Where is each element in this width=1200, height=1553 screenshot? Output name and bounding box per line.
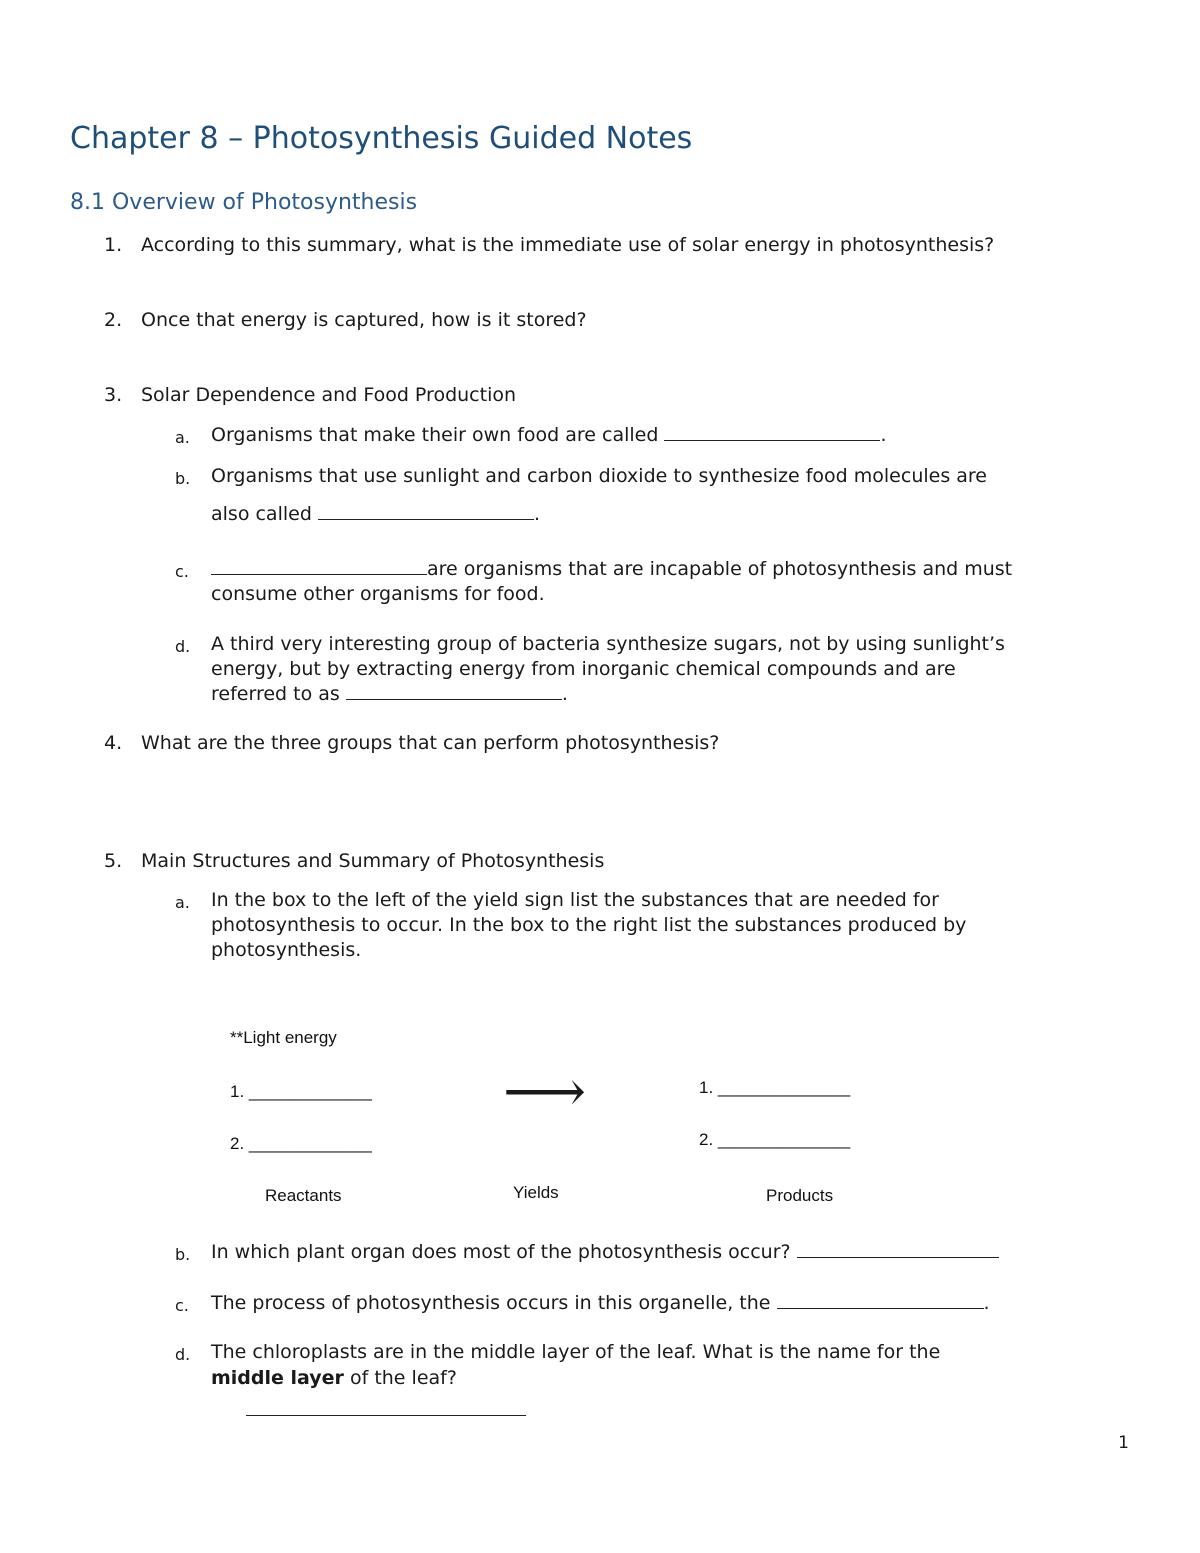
question-5d-line1: The chloroplasts are in the middle layer of the leaf. What is the name for the: [211, 1341, 941, 1363]
question-3d-line2: energy, but by extracting energy from inorganic chemical compounds and are: [211, 658, 956, 680]
products-label: Products: [766, 1186, 834, 1205]
question-3c-line2: consume other organisms for food.: [211, 583, 545, 605]
question-5d-text: of the leaf?: [343, 1367, 457, 1389]
product-blank-2[interactable]: 2. ______________: [699, 1130, 851, 1149]
question-3a: [211, 424, 886, 446]
sentence-end: .: [533, 503, 540, 525]
question-3b-line2: [211, 503, 540, 525]
answer-blank[interactable]: [777, 1292, 984, 1309]
question-3d-line3: [211, 683, 568, 705]
question-3c-line1: [211, 558, 1012, 580]
sub-letter: d.: [175, 637, 191, 656]
light-energy-label: **Light energy: [230, 1028, 337, 1047]
reactants-label: Reactants: [265, 1186, 342, 1205]
answer-blank[interactable]: [211, 558, 427, 575]
bold-term: middle layer: [211, 1367, 344, 1389]
sentence-end: .: [880, 424, 887, 446]
question-3d-line1: A third very interesting group of bacteria synthesize sugars, not by using sunlight’s: [211, 633, 1005, 655]
question-1-text: According to this summary, what is the immediate use of solar energy in photosynthesis?: [141, 234, 995, 256]
question-3b-line1: Organisms that use sunlight and carbon dioxide to synthesize food molecules are: [211, 465, 987, 487]
question-5a-line3: photosynthesis.: [211, 939, 362, 961]
section-heading: 8.1 Overview of Photosynthesis: [70, 190, 418, 215]
sub-letter: c.: [175, 562, 189, 581]
question-number: 1.: [104, 234, 123, 256]
question-5a-line2: photosynthesis to occur. In the box to the right list the substances produced by: [211, 914, 967, 936]
sub-letter: a.: [175, 428, 190, 447]
page-title: Chapter 8 – Photosynthesis Guided Notes: [70, 121, 693, 156]
question-5d-line2: [211, 1367, 457, 1389]
question-2-text: Once that energy is captured, how is it stored?: [141, 309, 587, 331]
product-blank-1[interactable]: 1. ______________: [699, 1078, 851, 1097]
sub-letter: c.: [175, 1296, 189, 1315]
question-3d-text: referred to as: [211, 683, 340, 705]
reactant-blank-2[interactable]: 2. _____________: [230, 1134, 372, 1153]
sentence-end: .: [983, 1292, 990, 1314]
sentence-end: .: [561, 683, 568, 705]
sub-letter: b.: [175, 469, 191, 488]
sub-letter: b.: [175, 1245, 191, 1264]
answer-blank[interactable]: [664, 424, 880, 441]
question-5c-text: The process of photosynthesis occurs in this organelle, the: [211, 1292, 771, 1314]
reactant-blank-1[interactable]: 1. _____________: [230, 1082, 372, 1101]
sub-letter: a.: [175, 893, 190, 912]
page-number: 1: [1118, 1433, 1129, 1453]
question-number: 5.: [104, 850, 123, 872]
question-5-text: Main Structures and Summary of Photosynthesis: [141, 850, 605, 872]
answer-blank[interactable]: [797, 1241, 999, 1258]
question-3c-text: are organisms that are incapable of photosynthesis and must: [427, 558, 1013, 580]
sub-letter: d.: [175, 1345, 191, 1364]
answer-blank[interactable]: [346, 683, 562, 700]
answer-blank[interactable]: [318, 503, 534, 520]
yields-label: Yields: [513, 1183, 559, 1202]
question-3a-text: Organisms that make their own food are called: [211, 424, 659, 446]
question-5b: [211, 1241, 999, 1263]
yields-arrow-icon: ⟶: [503, 1057, 587, 1125]
question-3b-text: also called: [211, 503, 312, 525]
question-number: 4.: [104, 732, 123, 754]
question-5b-text: In which plant organ does most of the photosynthesis occur?: [211, 1241, 791, 1263]
question-4-text: What are the three groups that can perform photosynthesis?: [141, 732, 720, 754]
question-number: 2.: [104, 309, 123, 331]
question-5c: [211, 1292, 990, 1314]
question-5a-line1: In the box to the left of the yield sign list the substances that are needed for: [211, 889, 939, 911]
question-3-text: Solar Dependence and Food Production: [141, 384, 517, 406]
question-number: 3.: [104, 384, 123, 406]
answer-blank[interactable]: [246, 1415, 526, 1416]
